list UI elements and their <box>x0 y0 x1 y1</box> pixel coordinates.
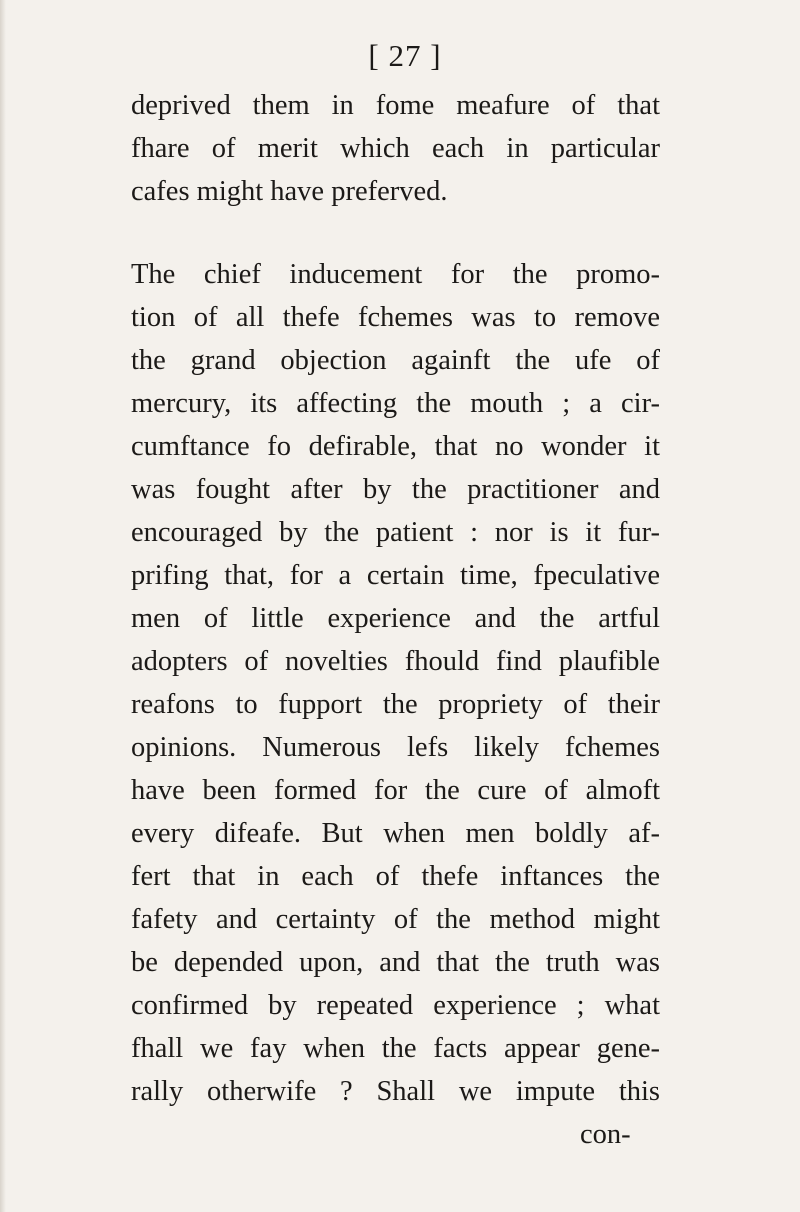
text-line: opinions. Numerous lefs likely fchemes <box>131 732 660 763</box>
text-line: prifing that, for a certain time, fpeculative <box>131 560 660 591</box>
text-line: reafons to fupport the propriety of their <box>131 689 660 720</box>
text-line: tion of all thefe fchemes was to remove <box>131 302 660 333</box>
text-line: be depended upon, and that the truth was <box>131 947 660 978</box>
text-line: men of little experience and the artful <box>131 603 660 634</box>
text-line: fert that in each of thefe inftances the <box>131 861 660 892</box>
text-line: The chief inducement for the promo- <box>131 259 660 290</box>
text-line: fhall we fay when the facts appear gene- <box>131 1033 660 1064</box>
text-line: cafes might have preferved. <box>131 176 448 207</box>
text-line: confirmed by repeated experience ; what <box>131 990 660 1021</box>
text-line: cumftance fo defirable, that no wonder it <box>131 431 660 462</box>
text-line: fafety and certainty of the method might <box>131 904 660 935</box>
text-line: mercury, its affecting the mouth ; a cir- <box>131 388 660 419</box>
page-number: [ 27 ] <box>368 38 442 73</box>
text-line: adopters of novelties fhould find plaufible <box>131 646 660 677</box>
text-line: have been formed for the cure of almoft <box>131 775 660 806</box>
text-line: encouraged by the patient : nor is it fur- <box>131 517 660 548</box>
page-edge-shadow <box>0 0 6 1212</box>
text-line: every difeafe. But when men boldly af- <box>131 818 660 849</box>
text-line: was fought after by the practitioner and <box>131 474 660 505</box>
text-line: the grand objection againft the ufe of <box>131 345 660 376</box>
text-line: deprived them in fome meafure of that <box>131 90 660 121</box>
text-line: fhare of merit which each in particular <box>131 133 660 164</box>
catchword: con- <box>580 1119 631 1150</box>
text-line: rally otherwife ? Shall we impute this <box>131 1076 660 1107</box>
